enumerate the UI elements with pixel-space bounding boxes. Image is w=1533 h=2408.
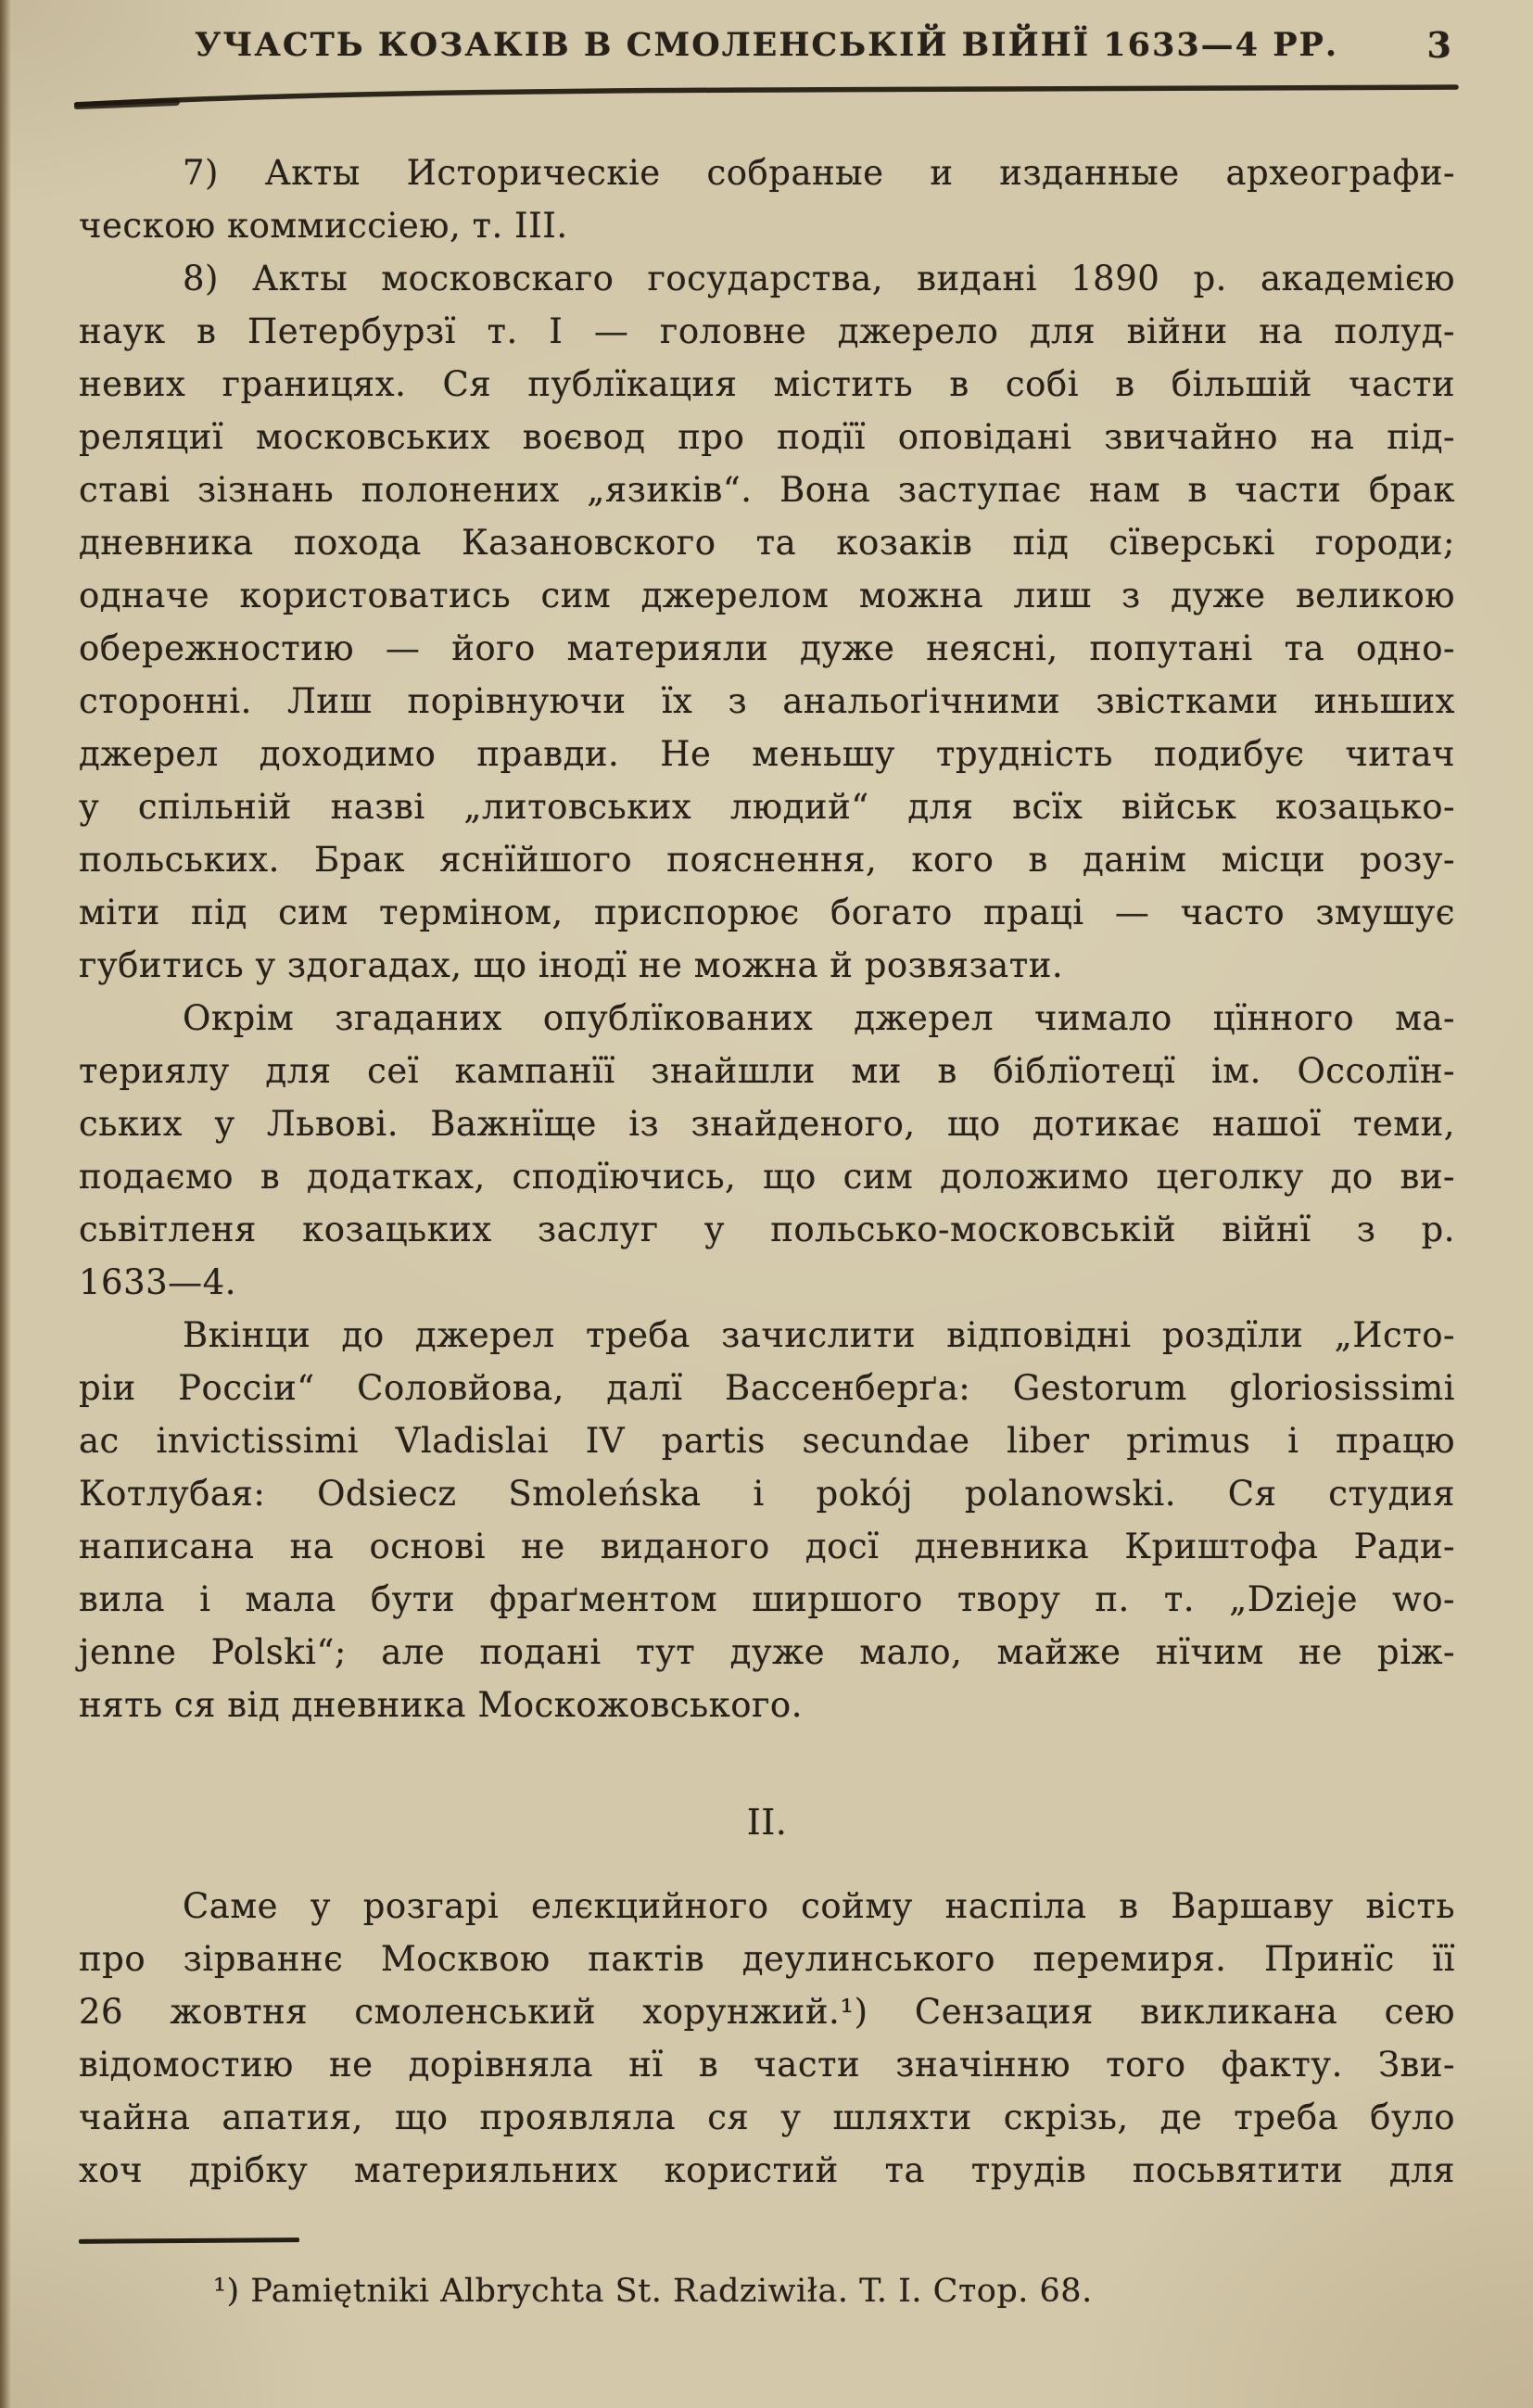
text-line: Саме у розгарі елєкцийного сойму наспіла в Варшаву вість — [183, 1886, 1455, 1926]
text-line: губитись у здогадах, що інодї не можна й розвязати. — [79, 945, 1064, 985]
header-rule — [74, 80, 1459, 111]
page-left-edge — [0, 0, 11, 2408]
text-line: териялу для сеї кампанїї знайшли ми в біблїотецї ім. Оссолїн- — [79, 1051, 1455, 1091]
footnote-text: ¹) Pamiętniki Albrychta St. Radziwiła. T. I. Стор. 68. — [213, 2273, 1093, 2310]
page-number: 3 — [1426, 24, 1451, 66]
text-line: польських. Брак яснїйшого пояснення, кого в данім місци розу- — [79, 840, 1455, 880]
text-line: вила і мала бути фраґментом ширшого твору п. т. „Dzieje wo- — [79, 1579, 1455, 1619]
text-line: наук в Петербурзї т. I — головне джерело для війни на полуд- — [79, 311, 1455, 351]
text-line: Вкінци до джерел треба зачислити відповідні роздїли „Исто- — [183, 1315, 1455, 1355]
text-line: сторонні. Лиш порівнуючи їх з анальоґічними звістками иньших — [79, 681, 1455, 721]
text-line: ставі зізнань полонених „язиків“. Вона заступає нам в части брак — [79, 470, 1455, 510]
text-line: сьвітленя козацьких заслуг у польсько-московській війнї з р. — [79, 1210, 1455, 1249]
text-line: подаємо в додатках, сподїючись, що сим доложимо цеголку до ви- — [79, 1157, 1455, 1197]
text-line: ських у Львові. Важнїще із знайденого, що дотикає нашої теми, — [79, 1104, 1455, 1144]
text-line: 1633—4. — [79, 1262, 236, 1302]
section-heading: II. — [746, 1802, 788, 1843]
section-gap — [79, 1849, 1455, 1880]
text-line: jenne Polski“; але подані тут дуже мало, майже нїчим не ріж- — [79, 1632, 1455, 1672]
text-line: джерел доходимо правди. Не меньшу трудність подибує читач — [79, 734, 1455, 774]
text-line: 8) Акты московскаго государства, видані 1890 р. академією — [183, 259, 1455, 298]
text-line: хоч дрібку материяльних користий та трудів посьвятити для — [79, 2150, 1455, 2190]
text-line: невих границях. Ся публїкация містить в собі в більшій части — [79, 364, 1455, 404]
running-header-title: УЧАСТЬ КОЗАКІВ В СМОЛЕНСЬКІЙ ВІЙНЇ 1633—4 РР. — [194, 26, 1339, 64]
text-line: чайна апатия, що проявляла ся у шляхти скрізь, де треба було — [79, 2097, 1455, 2137]
text-line: Котлубая: Odsiecz Smoleńska і pokój polanowski. Ся студия — [79, 1474, 1455, 1514]
footnote-rule — [79, 2237, 299, 2244]
text-line: одначе користоватись сим джерелом можна лиш з дуже великою — [79, 576, 1455, 615]
text-line: обережностию — його материяли дуже неясні, попутані та одно- — [79, 628, 1455, 668]
text-line: Окрім згаданих опублїкованих джерел чимало цїнного ма- — [183, 998, 1455, 1038]
text-line: нять ся від дневника Москожовського. — [79, 1685, 803, 1725]
text-line: про зірваннє Москвою пактів деулинського перемиря. Принїс її — [79, 1939, 1455, 1979]
text-line: ческою коммиссіею, т. III. — [79, 206, 568, 246]
text-line: у спільній назві „литовських людий“ для всїх військ козацько- — [79, 787, 1455, 827]
text-line: написана на основі не виданого досї дневника Криштофа Ради- — [79, 1527, 1455, 1566]
text-line: ріи Россіи“ Соловйова, далї Вассенберґа: Gestorum gloriosissimi — [79, 1368, 1455, 1408]
text-line: дневника похода Казановского та козаків під сїверські городи; — [79, 523, 1455, 563]
body-text — [79, 146, 1455, 2315]
text-line: ac invictissimi Vladislai IV partis secundae liber primus і працю — [79, 1421, 1455, 1461]
text-line: 26 жовтня смоленський хорунжий.¹) Сензация викликана сею — [79, 1992, 1455, 2032]
text-line: міти під сим терміном, приспорює богато праці — часто змушує — [79, 893, 1455, 932]
text-line: реляциї московських воєвод про подїї оповідані звичайно на під- — [79, 417, 1455, 457]
section-gap — [79, 1731, 1455, 1796]
text-line: відомостию не дорівняла нї в части значінню того факту. Зви- — [79, 2045, 1455, 2085]
text-line: 7) Акты Историческіе собраные и изданные археографи- — [183, 153, 1455, 193]
